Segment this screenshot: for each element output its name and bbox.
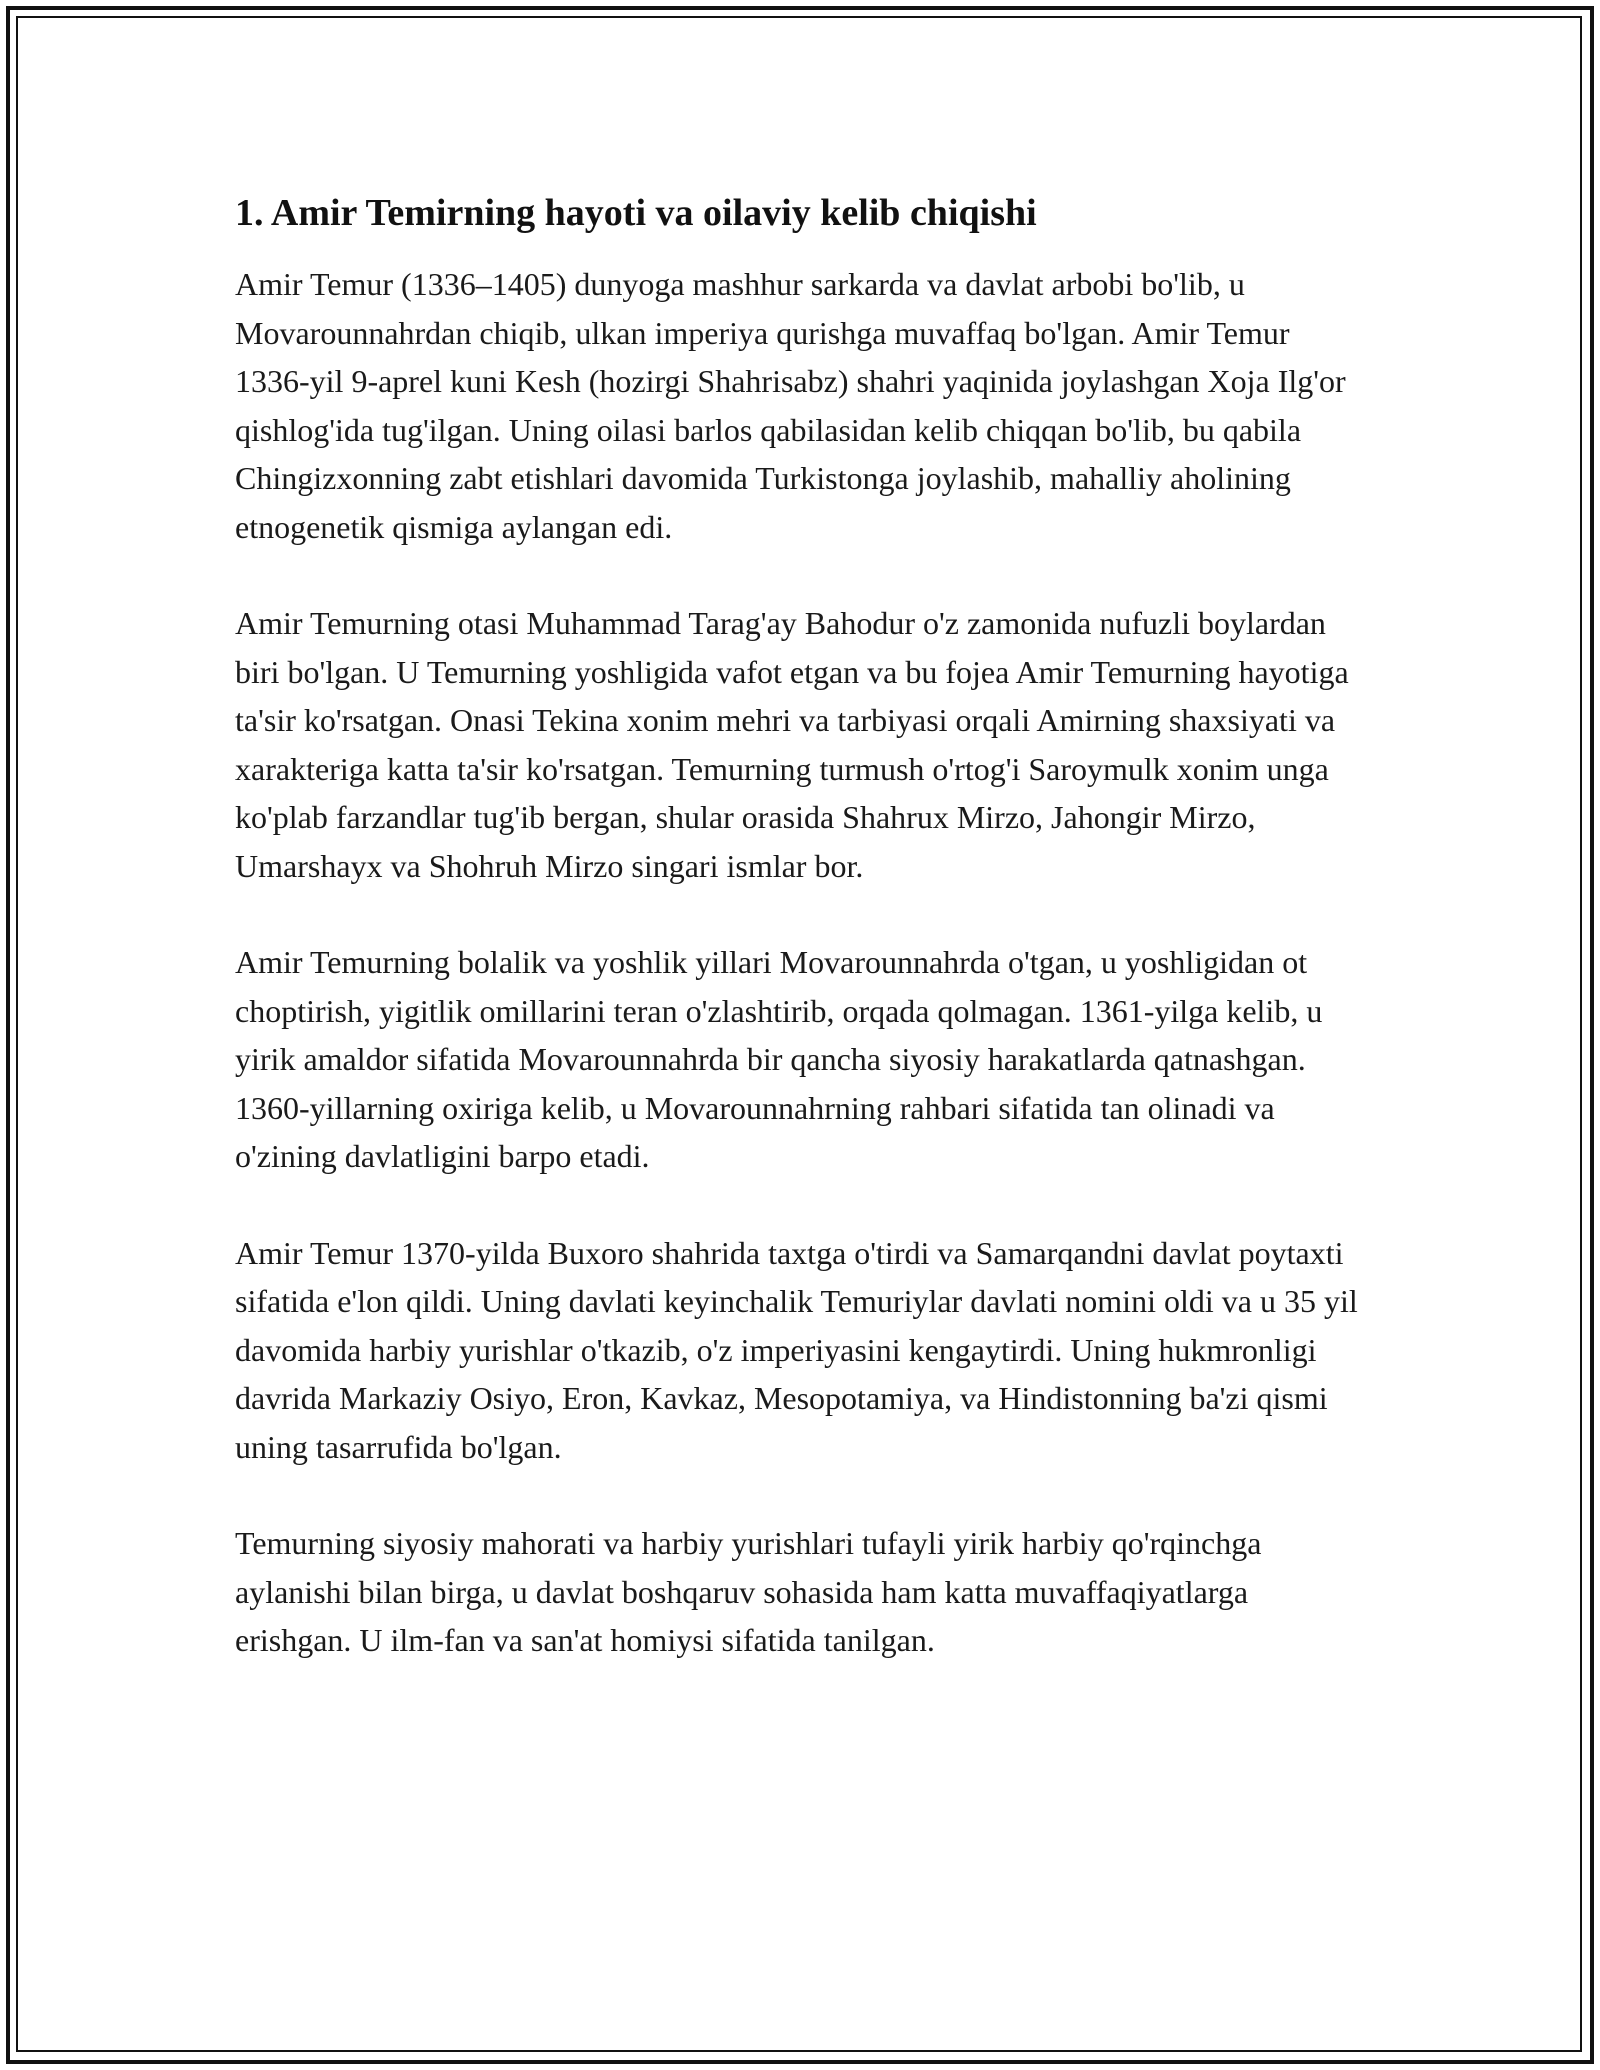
- paragraph-3: Amir Temurning bolalik va yoshlik yillari Movarounnahrda o'tgan, u yoshligidan ot choptirish, yigitlik omillarini teran o'zlashtirib, orqada qolmagan. 1361-yilga kelib, u yirik amaldor sifatida Movarounnahrda bir qancha siyosiy harakatlarda qatnashgan. 1360-yillarning oxiriga kelib, u Movarounnahrning rahbari sifatida tan olinadi va o'zining davlatligini barpo etadi.: [235, 944, 1323, 1174]
- document-body: [235, 186, 1365, 1713]
- paragraph-5: Temurning siyosiy mahorati va harbiy yurishlari tufayli yirik harbiy qo'rqinchga aylanishi bilan birga, u davlat boshqaruv sohasida ham katta muvaffaqiyatlarga erishgan. U ilm-fan va san'at homiysi sifatida tanilgan.: [235, 1525, 1262, 1658]
- paragraph-4: Amir Temur 1370-yilda Buxoro shahrida taxtga o'tirdi va Samarqandni davlat poytaxti sifatida e'lon qildi. Uning davlati keyinchalik Temuriylar davlati nomini oldi va u 35 yil davomida harbiy yurishlar o'tkazib, o'z imperiyasini kengaytirdi. Uning hukmronligi davrida Markaziy Osiyo, Eron, Kavkaz, Mesopotamiya, va Hindistonning ba'zi qismi uning tasarrufida bo'lgan.: [235, 1234, 1358, 1465]
- section-heading: 1. Amir Temirning hayoti va oilaviy kelib chiqishi: [235, 192, 1037, 234]
- paragraph-1: Amir Temur (1336–1405) dunyoga mashhur sarkarda va davlat arbobi bo'lib, u Movarounnahrdan chiqib, ulkan imperiya qurishga muvaffaq bo'lgan. Amir Temur 1336-yil 9-aprel kuni Kesh (hozirgi Shahrisabz) shahri yaqinida joylashgan Xoja Ilg'or qishlog'ida tug'ilgan. Uning oilasi barlos qabilasidan kelib chiqqan bo'lib, bu qabila Chingizxonning zabt etishlari davomida Turkistonga joylashib, mahalliy aholining etnogenetik qismiga aylangan edi.: [235, 266, 1346, 545]
- paragraph-2: Amir Temurning otasi Muhammad Tarag'ay Bahodur o'z zamonida nufuzli boylardan biri bo'lgan. U Temurning yoshligida vafot etgan va bu fojea Amir Temurning hayotiga ta'sir ko'rsatgan. Onasi Tekina xonim mehri va tarbiyasi orqali Amirning shaxsiyati va xarakteriga katta ta'sir ko'rsatgan. Temurning turmush o'rtog'i Saroymulk xonim unga ko'plab farzandlar tug'ib bergan, shular orasida Shahrux Mirzo, Jahongir Mirzo, Umarshayx va Shohruh Mirzo singari ismlar bor.: [235, 605, 1349, 884]
